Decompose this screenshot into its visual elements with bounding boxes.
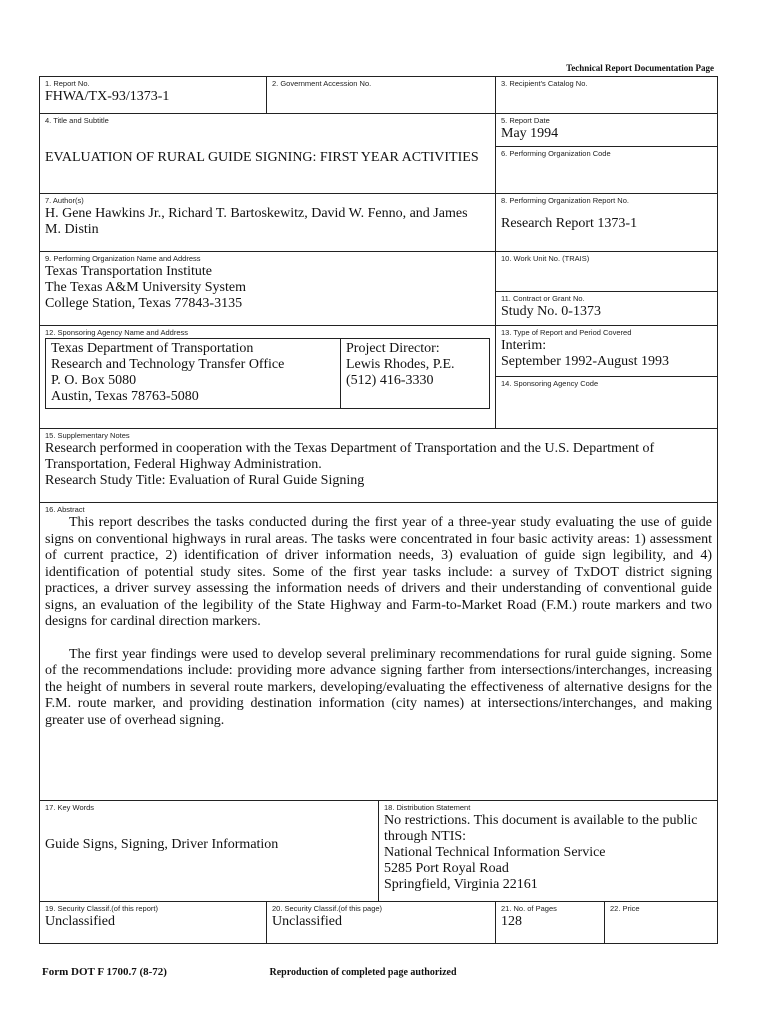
field-label: 10. Work Unit No. (TRAIS) [501,254,590,263]
field-price [605,902,718,944]
sponsoring-agency-line: Austin, Texas 78763-5080 [51,389,199,404]
distribution-line: 5285 Port Royal Road [384,861,509,876]
field-label: 14. Sponsoring Agency Code [501,379,599,388]
field-label: 19. Security Classif.(of this report) [45,904,158,913]
field-no-of-pages [496,902,605,944]
field-label: 12. Sponsoring Agency Name and Address [45,328,189,337]
field-work-unit-no [496,252,718,326]
field-performing-org-report-no [496,194,718,252]
report-type-line: Interim: [501,338,547,353]
field-label: 18. Distribution Statement [384,803,471,812]
field-contract-grant-no [496,291,717,320]
supplementary-notes-line: Research Study Title: Evaluation of Rural Guide Signing [45,473,365,488]
key-words-value: Guide Signs, Signing, Driver Information [45,837,279,852]
field-performing-org-name-address [40,252,496,326]
field-label: 22. Price [610,904,640,913]
field-label: 16. Abstract [45,505,85,514]
field-label: 9. Performing Organization Name and Address [45,254,201,263]
sponsoring-agency-block [45,338,490,409]
abstract-paragraph: The first year findings were used to develop several preliminary recommendations for rural guide signing. Some of the recommendations include: providing more advance signing farther from intersections/interchanges, increasing the height of numbers in several route markers, developing/evaluating the effectiveness of alternative designs for the F.M. route marker, and providing destination information (city names) at intersections/interchanges, and making greater use of overhead signing. [45,646,713,728]
field-sponsoring-agency-code [496,376,717,389]
form-id: Form DOT F 1700.7 (8-72) [42,966,167,978]
performing-org-line: College Station, Texas 77843-3135 [45,296,243,311]
field-report-date [496,114,718,194]
distribution-line: Springfield, Virginia 22161 [384,877,538,892]
abstract-paragraph: This report describes the tasks conducted during the first year of a three-year study evaluating the use of guide signs on conventional highways in rural areas. The tasks were concentrated in four basic activity areas: 1) assessment of current practice, 2) identification of driver information needs, 3) evaluation of guide sign legibility, and 4) identification of potential study sites. Some of the first year tasks include: a survey of TxDOT district signing practices, a driver survey assessing the information needs of drivers and their understanding of conventional guide signs, an evaluation of the legibility of the State Highway and Farm-to-Market Road (F.M.) route markers and two designs for cardinal direction markers. [45,515,713,629]
field-government-accession-no [267,77,496,114]
report-type-line: September 1992-August 1993 [501,354,669,369]
field-sponsoring-agency-name-address [40,326,496,429]
field-label: 3. Recipient's Catalog No. [501,79,588,88]
performing-org-line: The Texas A&M University System [45,280,246,295]
sponsoring-agency-line: P. O. Box 5080 [51,373,137,388]
field-label: 13. Type of Report and Period Covered [501,328,632,337]
field-recipients-catalog-no [496,77,718,114]
field-label: 11. Contract or Grant No. [501,294,585,303]
field-label: 17. Key Words [45,803,95,812]
field-authors [40,194,496,252]
field-report-type-period [496,326,718,429]
reproduction-note: Reproduction of completed page authorized [269,967,457,978]
no-of-pages-value: 128 [501,914,522,929]
field-report-no [40,77,267,114]
project-director-line: Project Director: [346,341,440,356]
field-label: 21. No. of Pages [501,904,557,913]
field-label: 4. Title and Subtitle [45,116,109,125]
contract-grant-no-value: Study No. 0-1373 [501,304,601,319]
distribution-line: National Technical Information Service [384,845,606,860]
supplementary-notes-line: Research performed in cooperation with the Texas Department of Transportation and the U.S. Department of Transportation, Federal Highway Administration. [45,441,655,472]
field-abstract [40,503,718,801]
report-documentation-form [39,76,718,944]
field-label: 20. Security Classif.(of this page) [272,904,383,913]
field-security-classif-page [267,902,496,944]
project-director-line: (512) 416-3330 [346,373,434,388]
field-supplementary-notes [40,429,718,503]
field-distribution-statement [379,801,718,902]
field-label: 6. Performing Organization Code [501,149,611,158]
field-label: 1. Report No. [45,79,90,88]
page-footer [42,966,722,978]
performing-org-report-no-value: Research Report 1373-1 [501,216,638,231]
field-title-subtitle [40,114,496,194]
performing-org-line: Texas Transportation Institute [45,264,213,279]
title-value: EVALUATION OF RURAL GUIDE SIGNING: FIRST YEAR ACTIVITIES [45,150,479,165]
field-label: 5. Report Date [501,116,550,125]
field-performing-org-code [496,146,717,159]
field-security-classif-report [40,902,267,944]
sponsoring-agency-line: Texas Department of Transportation [51,341,254,356]
field-label: 2. Government Accession No. [272,79,372,88]
report-no-value: FHWA/TX-93/1373-1 [45,89,170,104]
field-label: 7. Author(s) [45,196,84,205]
security-classif-page-value: Unclassified [272,914,342,929]
distribution-line: No restrictions. This document is available to the public through NTIS: [384,813,698,844]
field-label: 8. Performing Organization Report No. [501,196,629,205]
report-date-value: May 1994 [501,126,559,141]
field-key-words [40,801,379,902]
project-director-line: Lewis Rhodes, P.E. [346,357,455,372]
page-header: Technical Report Documentation Page [566,63,714,73]
field-label: 15. Supplementary Notes [45,431,130,440]
security-classif-report-value: Unclassified [45,914,115,929]
sponsoring-agency-line: Research and Technology Transfer Office [51,357,285,372]
authors-value: H. Gene Hawkins Jr., Richard T. Bartoskewitz, David W. Fenno, and James M. Distin [45,206,468,237]
